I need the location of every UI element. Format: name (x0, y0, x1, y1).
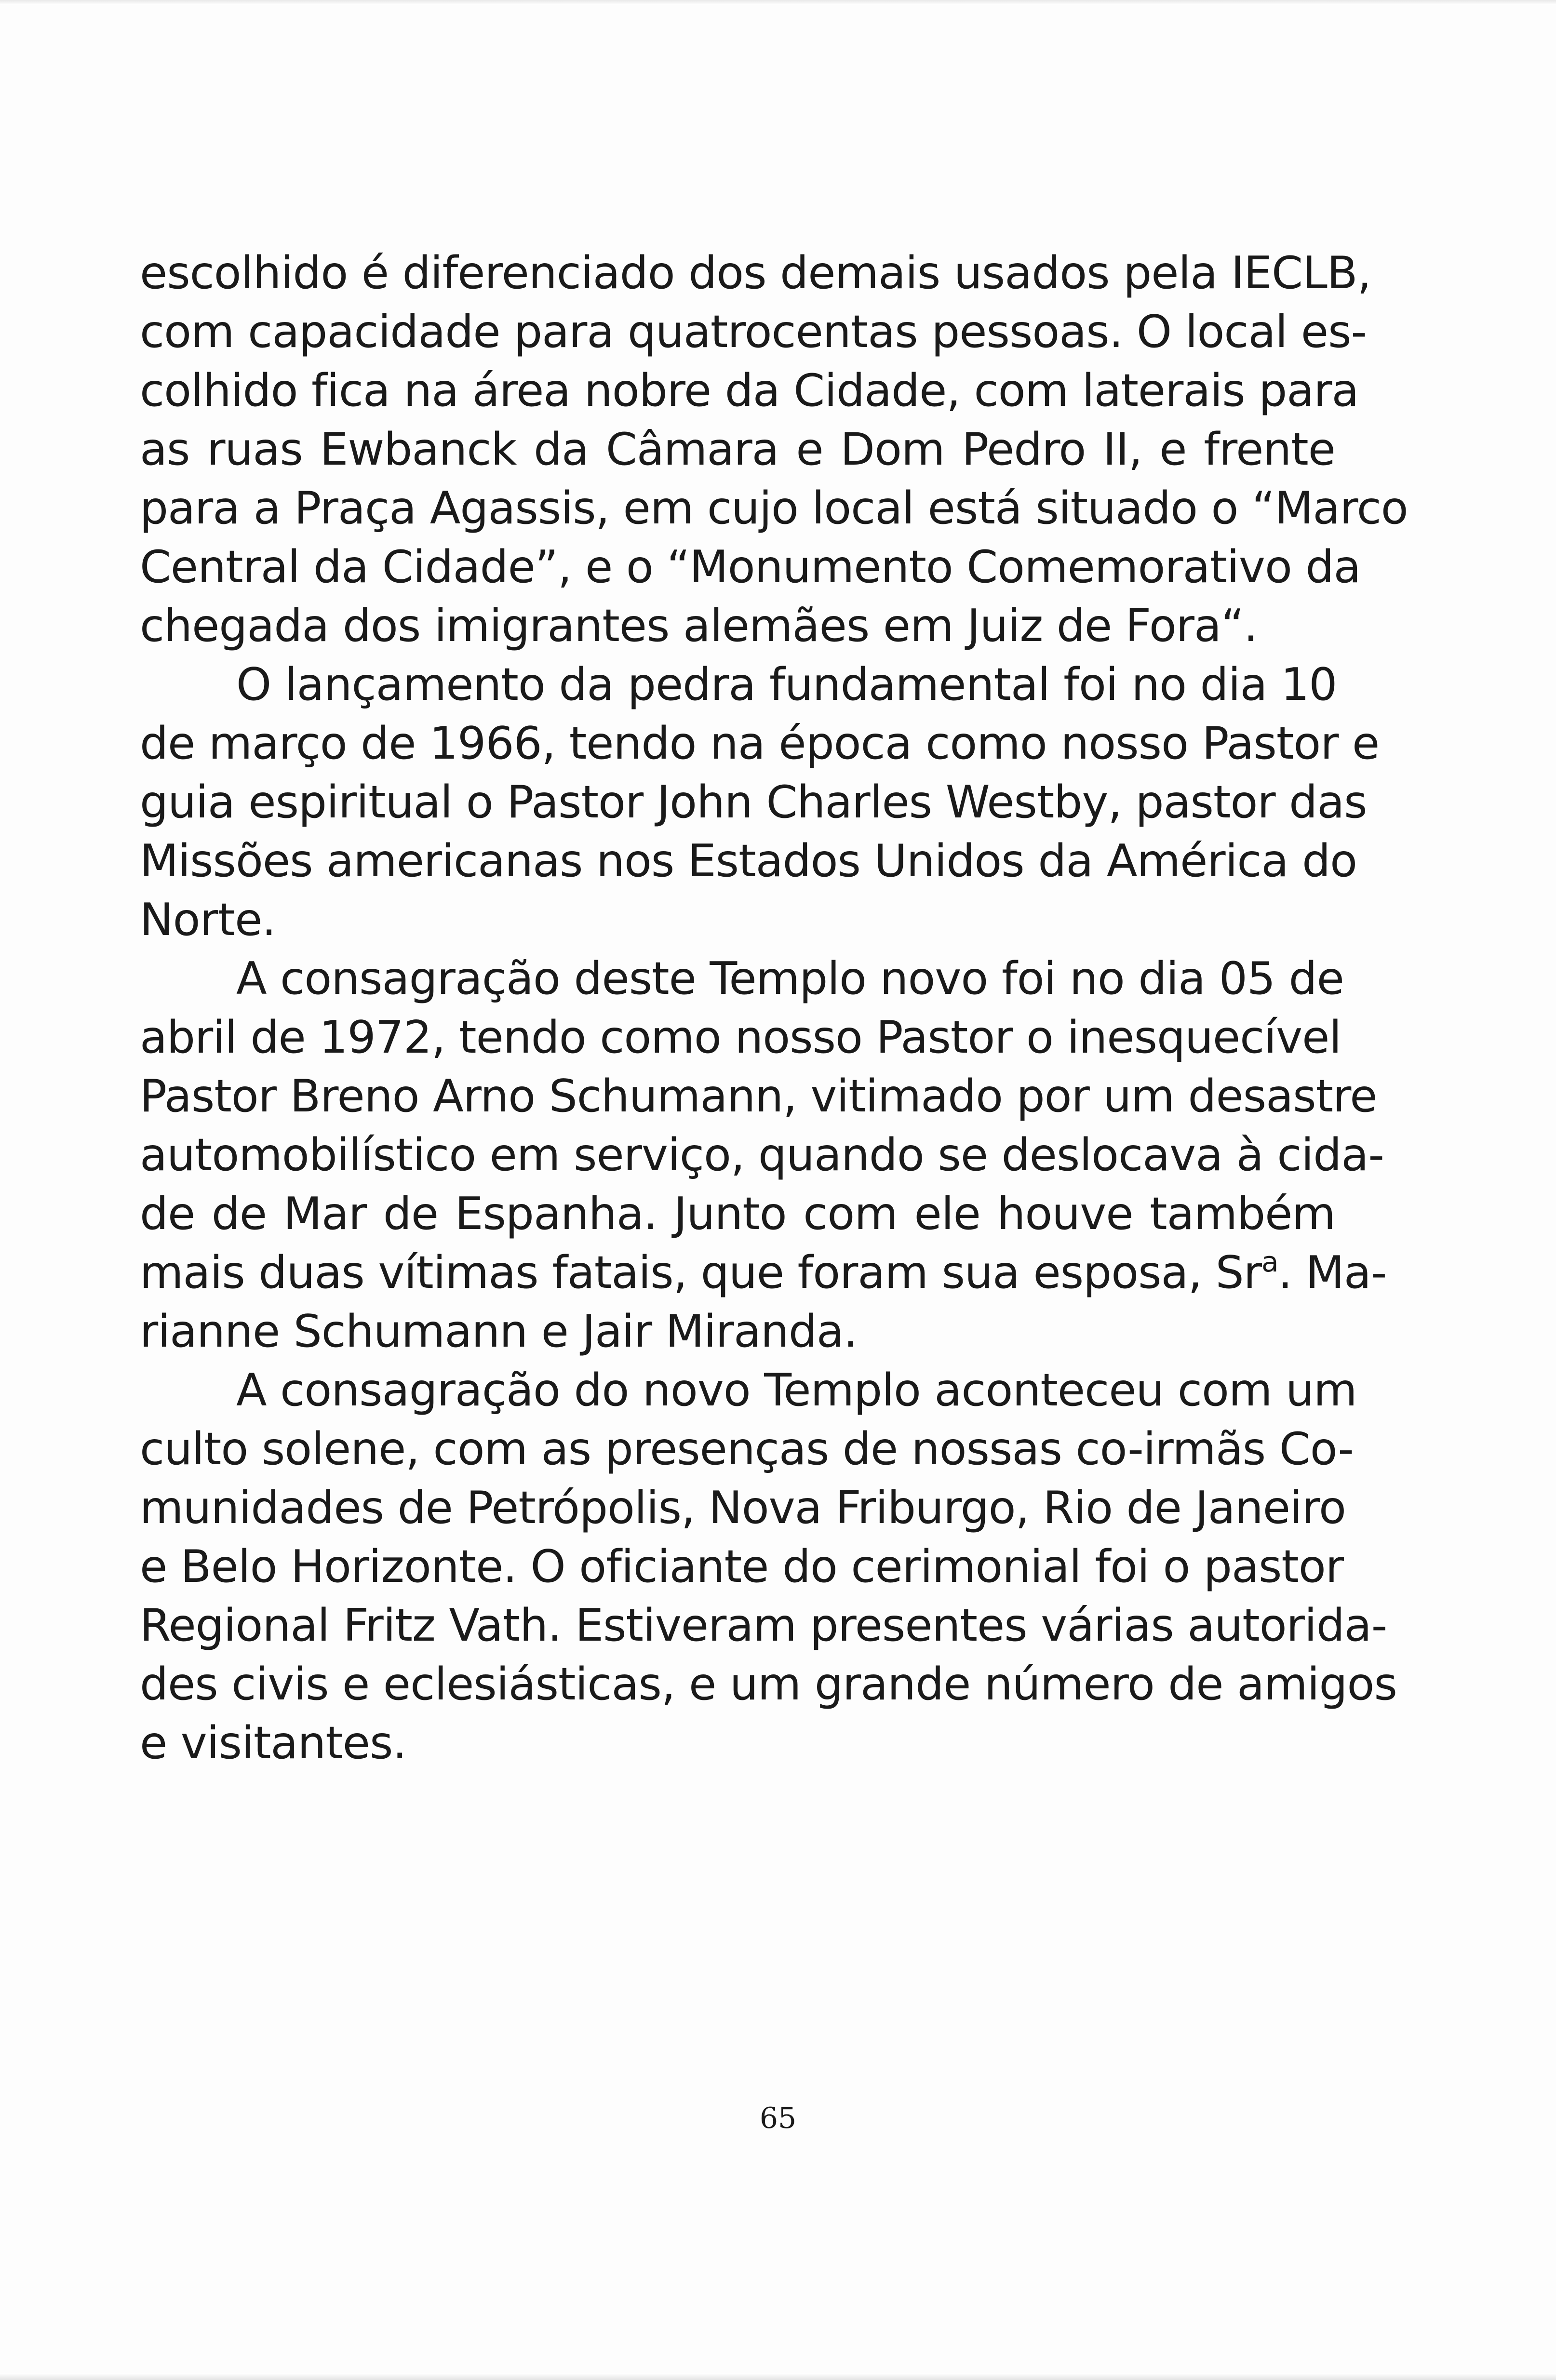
text-line: Pastor Breno Arno Schumann, vitimado por um desastre (140, 1070, 1377, 1122)
text-line: chegada dos imigrantes alemães em Juiz de Fora“. (140, 600, 1258, 652)
text-line: e Belo Horizonte. O oficiante do cerimonial foi o pastor (140, 1540, 1344, 1592)
text-segment: mais duas vítimas fatais, que foram sua esposa, Sr (140, 1246, 1261, 1298)
text-line: para a Praça Agassis, em cujo local está situado o “Marco (140, 482, 1408, 534)
text-line: as ruas Ewbanck da Câmara e Dom Pedro II, e frente (140, 423, 1335, 475)
text-line: de março de 1966, tendo na época como nosso Pastor e (140, 717, 1380, 769)
page-number: 65 (759, 2101, 797, 2135)
text-line: culto solene, com as presenças de nossas co-irmãs Co- (140, 1423, 1354, 1475)
text-segment: . Ma- (1278, 1246, 1387, 1298)
text-line: O lançamento da pedra fundamental foi no dia 10 (236, 658, 1337, 710)
body-text (140, 243, 1408, 1772)
text-line: Missões americanas nos Estados Unidos da América do (140, 835, 1357, 887)
page-bottom-edge (0, 2373, 1556, 2380)
text-line: A consagração deste Templo novo foi no dia 05 de (236, 952, 1344, 1004)
text-line: des civis e eclesiásticas, e um grande número de amigos (140, 1658, 1397, 1710)
text-line: Central da Cidade”, e o “Monumento Comemorativo da (140, 541, 1361, 593)
text-line: colhido fica na área nobre da Cidade, com laterais para (140, 364, 1359, 416)
text-line: Regional Fritz Vath. Estiveram presentes várias autorida- (140, 1599, 1387, 1651)
text-line: automobilístico em serviço, quando se deslocava à cida- (140, 1129, 1384, 1181)
text-line: guia espiritual o Pastor John Charles Westby, pastor das (140, 776, 1367, 828)
paragraph-3 (140, 949, 1387, 1361)
text-line-with-superscript (140, 1243, 1387, 1302)
text-line: com capacidade para quatrocentas pessoas. O local es- (140, 306, 1367, 358)
paragraph-1 (140, 243, 1408, 655)
text-line: Norte. (140, 894, 276, 946)
paragraph-2 (140, 655, 1380, 949)
text-line: abril de 1972, tendo como nosso Pastor o inesquecível (140, 1011, 1341, 1063)
text-line: munidades de Petrópolis, Nova Friburgo, Rio de Janeiro (140, 1482, 1346, 1534)
text-line: rianne Schumann e Jair Miranda. (140, 1305, 858, 1357)
text-line: escolhido é diferenciado dos demais usados pela IECLB, (140, 247, 1371, 299)
text-line: de de Mar de Espanha. Junto com ele houve também (140, 1188, 1335, 1240)
paragraph-4 (140, 1361, 1397, 1772)
text-line: A consagração do novo Templo aconteceu com um (236, 1364, 1357, 1416)
superscript-ordinal: a (1261, 1245, 1278, 1278)
page-top-edge (0, 0, 1556, 5)
text-line: e visitantes. (140, 1717, 407, 1769)
